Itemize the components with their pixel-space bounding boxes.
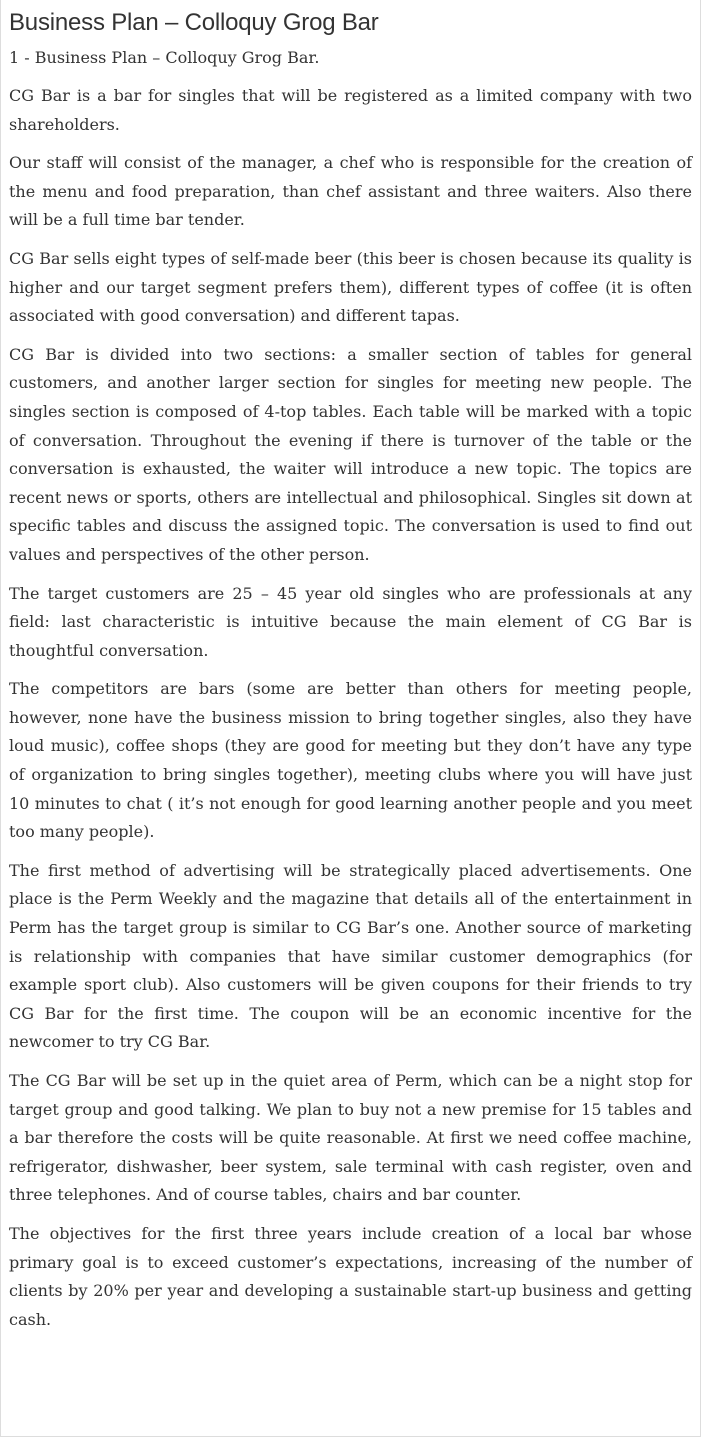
paragraph-company-overview: CG Bar is a bar for singles that will be registered as a limited company with two shareholders. xyxy=(9,86,692,134)
paragraph-target-customers: The target customers are 25 – 45 year old singles who are professionals at any field: last characteristic is intuitive because the main element of CG Bar is thoughtful conversation. xyxy=(9,583,692,660)
paragraph-staff: Our staff will consist of the manager, a chef who is responsible for the creation of the menu and food preparation, than chef assistant and three waiters. Also there will be a full time bar tender. xyxy=(9,153,692,230)
paragraph-products: CG Bar sells eight types of self-made beer (this beer is chosen because its quality is higher and our target segment prefers them), different types of coffee (it is often associated with good conversation) and different tapas. xyxy=(9,248,692,326)
paragraph-location: The CG Bar will be set up in the quiet area of Perm, which can be a night stop for target group and good talking. We plan to buy not a new premise for 15 tables and a bar therefore the costs will be quite reasonable. At first we need coffee machine, refrigerator, dishwasher, beer system, sale terminal with cash register, oven and three telephones. And of course tables, chairs and bar counter. xyxy=(9,1071,692,1205)
paragraph-sections: CG Bar is divided into two sections: a smaller section of tables for general customers, and another larger section for singles for meeting new people. The singles section is composed of 4-top tables. Each table will be marked with a topic of conversation. Throughout the evening if there is turnover of the table or the conversation is exhausted, the waiter will introduce a new topic. The topics are recent news or sports, others are intellectual and philosophical. Singles sit down at specific tables and discuss the assigned topic. The conversation is used to find out values and perspectives of the other person. xyxy=(9,344,692,564)
paragraph-objectives: The objectives for the first three years include creation of a local bar whose primary goal is to exceed customer’s expectations, increasing of the number of clients by 20% per year and developing a sustainable start-up business and getting cash. xyxy=(9,1223,692,1329)
page-title: Business Plan – Colloquy Grog Bar xyxy=(9,9,379,36)
paragraph-competitors: The competitors are bars (some are better than others for meeting people, however, none have the business mission to bring together singles, also they have loud music), coffee shops (they are good for meeting but they don’t have any type of organization to bring singles together), meeting clubs where you will have just 10 minutes to chat ( it’s not enough for good learning another people and you meet too many people). xyxy=(9,679,692,842)
paragraph-advertising: The first method of advertising will be strategically placed advertisements. One place is the Perm Weekly and the magazine that details all of the entertainment in Perm has the target group is similar to CG Bar’s one. Another source of marketing is relationship with companies that have similar customer demographics (for example sport club). Also customers will be given coupons for their friends to try CG Bar for the first time. The coupon will be an economic incentive for the newcomer to try CG Bar. xyxy=(9,860,692,1052)
section-heading: 1 - Business Plan – Colloquy Grog Bar. xyxy=(9,48,320,67)
